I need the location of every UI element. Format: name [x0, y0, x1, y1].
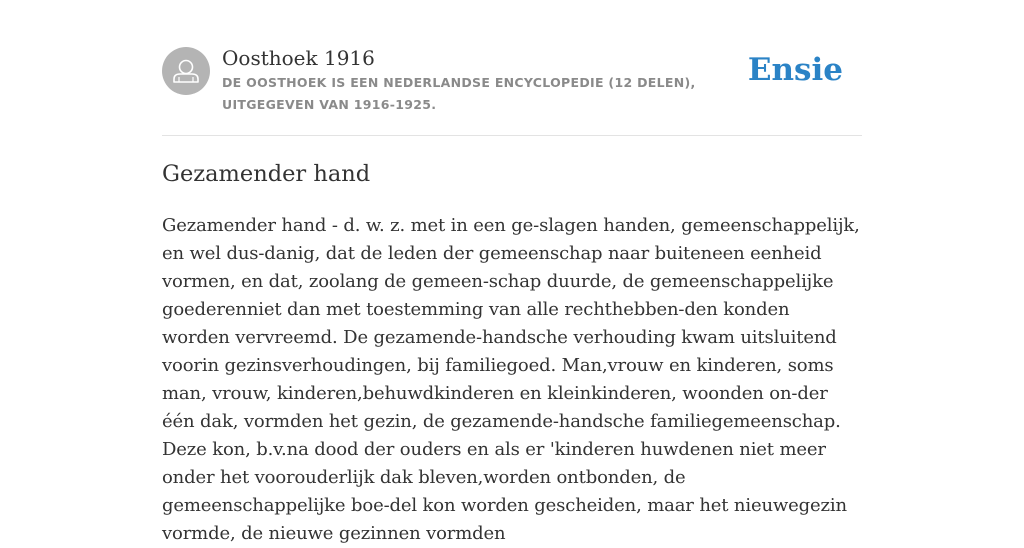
source-name[interactable]: Oosthoek 1916	[222, 46, 375, 70]
person-icon	[162, 47, 210, 95]
source-header	[162, 44, 862, 116]
header-divider	[162, 135, 862, 136]
source-description: DE OOSTHOEK IS EEN NEDERLANDSE ENCYCLOPEDIE (12 DELEN), UITGEGEVEN VAN 1916-1925.	[222, 75, 696, 112]
article-title: Gezamender hand	[162, 161, 371, 187]
article-body: Gezamender hand - d. w. z. met in een ge-slagen handen, gemeenschappelijk, en wel dus-danig, dat de leden der gemeenschap naar buiteneen eenheid vormen, en dat, zoolang de gemeen-schap duurde, de gemeenschappelijke goederenniet dan met toestemming van alle rechthebben-den konden worden vervreemd. De gezamende-handsche verhouding kwam uitsluitend voorin gezinsverhoudingen, bij familiegoed. Man,vrouw en kinderen, soms man, vrouw, kinderen,behuwdkinderen en kleinkinderen, woonden on-der één dak, vormden het gezin, de gezamende-handsche familiegemeenschap. Deze kon, b.v.na dood der ouders en als er 'kinderen huwdenen niet meer onder het voorouderlijk dak bleven,worden ontbonden, de gemeenschappelijke boe-del kon worden gescheiden, maar het nieuwegezin vormde, de nieuwe gezinnen vormden	[162, 215, 860, 544]
brand-logo[interactable]: Ensie	[747, 52, 843, 88]
avatar[interactable]	[162, 47, 210, 95]
